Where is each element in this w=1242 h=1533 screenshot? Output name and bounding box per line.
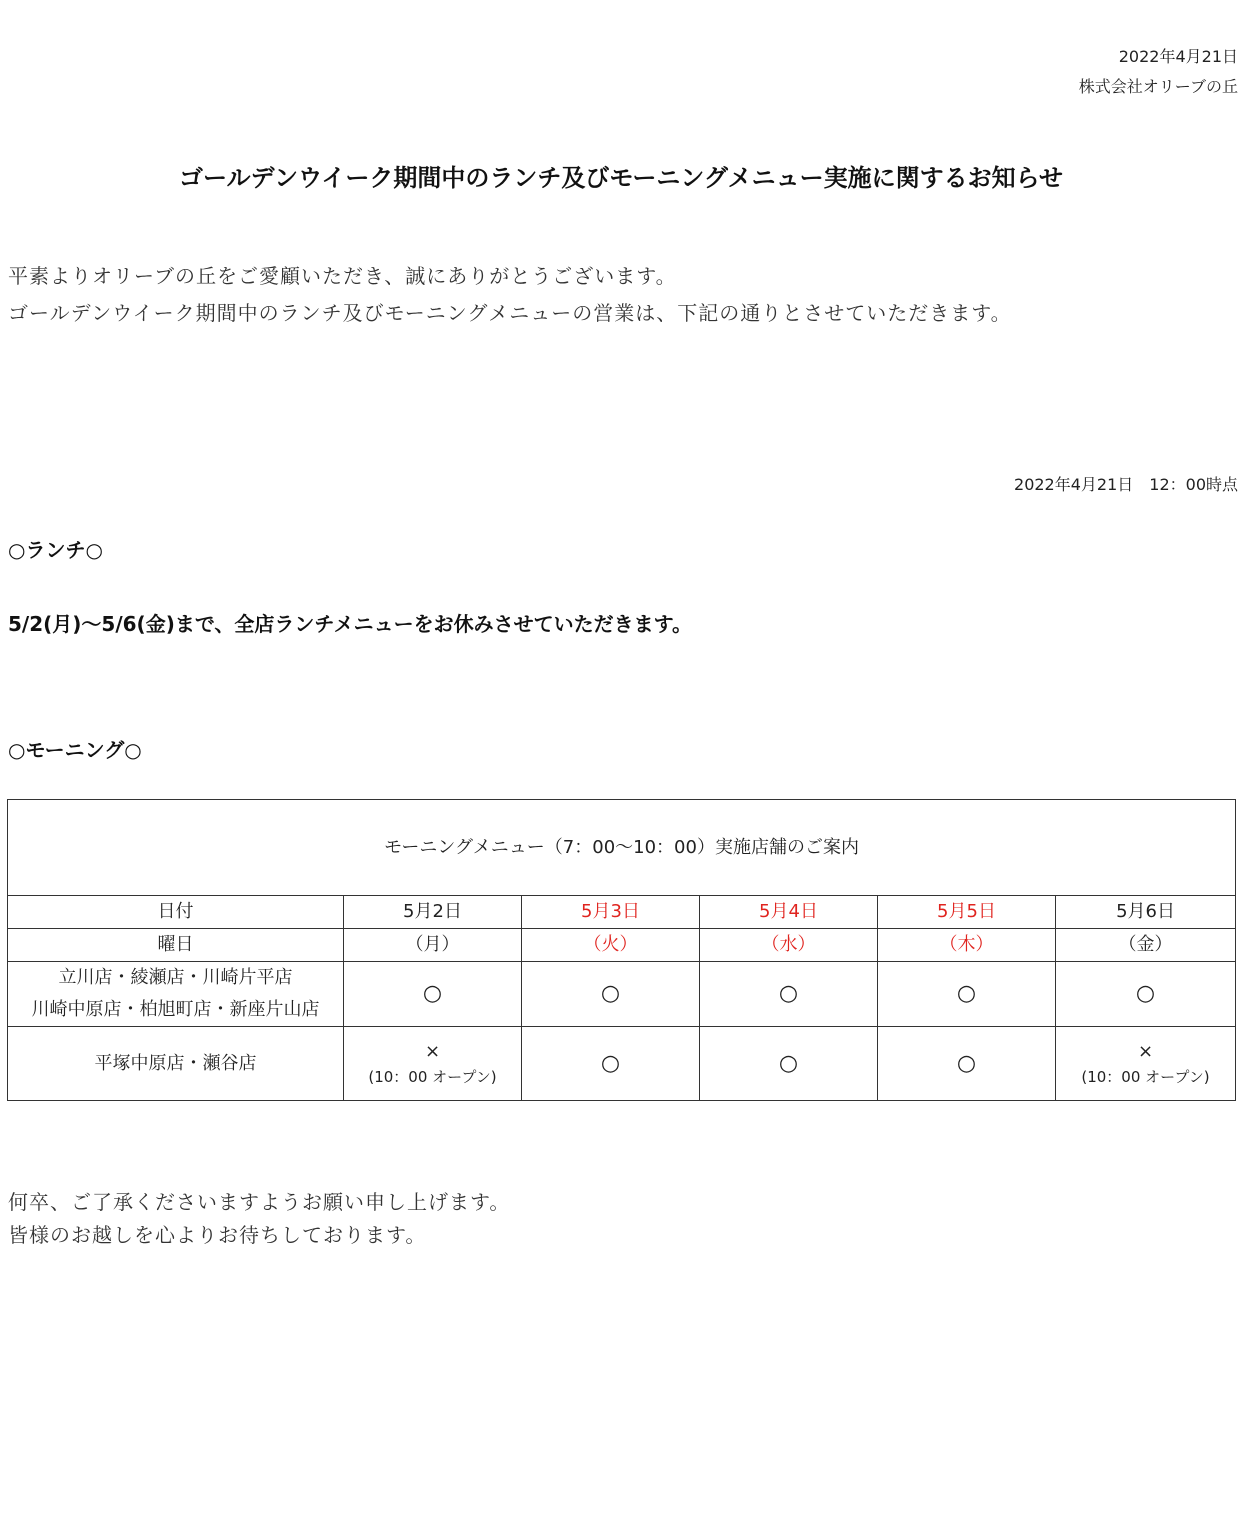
weekday-cell-holiday: （木） xyxy=(878,929,1056,962)
as-of-timestamp: 2022年4月21日 12：00時点 xyxy=(1014,475,1238,494)
morning-heading: ○モーニング○ xyxy=(8,738,142,762)
weekday-cell-holiday: （火） xyxy=(522,929,700,962)
morning-schedule-table xyxy=(7,799,1236,1101)
store-names-cell xyxy=(8,962,344,1027)
store-names-line-2: 川崎中原店・柏旭町店・新座片山店 xyxy=(31,999,320,1020)
date-cell: 5月6日 xyxy=(1056,896,1236,929)
lunch-heading: ○ランチ○ xyxy=(8,538,103,562)
closing-line-2: 皆様のお越しを心よりお待ちしております。 xyxy=(8,1223,427,1247)
availability-mark: ○ xyxy=(878,1027,1056,1101)
table-row xyxy=(8,962,1236,1027)
weekday-cell: （金） xyxy=(1056,929,1236,962)
intro-line-1: 平素よりオリーブの丘をご愛顧いただき、誠にありがとうございます。 xyxy=(8,264,677,288)
availability-cell xyxy=(344,1027,522,1101)
closing-line-1: 何卒、ご了承くださいますようお願い申し上げます。 xyxy=(8,1190,511,1214)
weekday-cell: （月） xyxy=(344,929,522,962)
page-title: ゴールデンウイーク期間中のランチ及びモーニングメニュー実施に関するお知らせ xyxy=(179,164,1063,192)
date-label: 日付 xyxy=(8,896,344,929)
weekday-cell-holiday: （水） xyxy=(700,929,878,962)
table-row-dates xyxy=(8,896,1236,929)
availability-mark: ○ xyxy=(1056,962,1236,1027)
table-caption: モーニングメニュー（7：00～10：00）実施店舗のご案内 xyxy=(8,800,1236,896)
availability-mark: ○ xyxy=(344,962,522,1027)
availability-mark: × xyxy=(1137,1040,1154,1062)
store-names-line-1: 立川店・綾瀬店・川崎片平店 xyxy=(58,967,293,988)
availability-mark: ○ xyxy=(700,1027,878,1101)
availability-mark: ○ xyxy=(522,962,700,1027)
open-time-note: (10：00 オープン) xyxy=(368,1067,497,1086)
notice-date: 2022年4月21日 xyxy=(1118,47,1238,66)
date-cell-holiday: 5月3日 xyxy=(522,896,700,929)
table-row xyxy=(8,1027,1236,1101)
intro-line-2: ゴールデンウイーク期間中のランチ及びモーニングメニューの営業は、下記の通りとさせていただきます。 xyxy=(8,301,1012,325)
availability-mark: × xyxy=(424,1040,441,1062)
date-cell-holiday: 5月4日 xyxy=(700,896,878,929)
availability-mark: ○ xyxy=(522,1027,700,1101)
availability-mark: ○ xyxy=(878,962,1056,1027)
open-time-note: (10：00 オープン) xyxy=(1081,1067,1210,1086)
availability-cell xyxy=(1056,1027,1236,1101)
table-row-weekdays xyxy=(8,929,1236,962)
store-names-cell: 平塚中原店・瀬谷店 xyxy=(8,1027,344,1101)
lunch-notice: 5/2(月)～5/6(金)まで、全店ランチメニューをお休みさせていただきます。 xyxy=(8,612,693,636)
company-name: 株式会社オリーブの丘 xyxy=(1078,77,1238,96)
date-cell-holiday: 5月5日 xyxy=(878,896,1056,929)
availability-mark: ○ xyxy=(700,962,878,1027)
weekday-label: 曜日 xyxy=(8,929,344,962)
date-cell: 5月2日 xyxy=(344,896,522,929)
